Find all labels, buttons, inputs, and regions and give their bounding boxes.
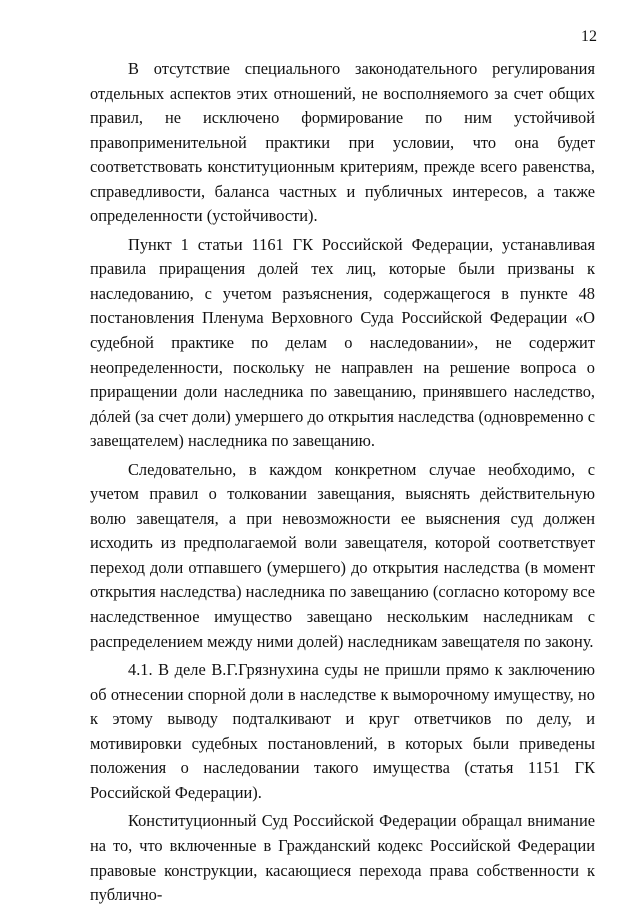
paragraph-1: В отсутствие специального законодательного регулирования отдельных аспектов этих отношений, не восполняемого за счет общих правил, не исключено формирование по ним устойчивой правоприменительной практики при условии, что она будет соответствовать конституционным критериям, прежде всего равенства, справедливости, баланса частных и публичных интересов, а также определенности (устойчивости). [90,59,595,226]
paragraph-2: Пункт 1 статьи 1161 ГК Российской Федерации, устанавливая правила приращения долей тех лиц, которые были призваны к наследованию, с учетом разъяснения, содержащегося в пункте 48 постановления Пленума Верховного Суда Российской Федерации «О судебной практике по делам о наследовании», не содержит неопределенности, поскольку не направлен на решение вопроса о приращении доли наследника по завещанию, принявшего наследство, дóлей (за счет доли) умершего до открытия наследства (одновременно с завещателем) наследника по завещанию. [90,234,595,451]
document-body [90,57,595,908]
paragraph-5: Конституционный Суд Российской Федерации обращал внимание на то, что включенные в Гражданский кодекс Российской Федерации правовые конструкции, касающиеся перехода права собственности к публично- [90,811,595,905]
page-number: 12 [581,28,597,45]
paragraph-3: Следовательно, в каждом конкретном случае необходимо, с учетом правил о толковании завещания, выяснять действительную волю завещателя, а при невозможности ее выяснения суд должен исходить из предполагаемой воли завещателя, которой соответствует переход доли отпавшего (умершего) до открытия наследства (в момент открытия наследства) наследника по завещанию (согласно которому все наследственное имущество завещано нескольким наследникам с распределением между ними долей) наследникам завещателя по закону. [90,459,595,651]
paragraph-4: 4.1. В деле В.Г.Грязнухина суды не пришли прямо к заключению об отнесении спорной доли в наследстве к выморочному имуществу, но к этому выводу подталкивают и круг ответчиков по делу, и мотивировки судебных постановлений, в которых были приведены положения о наследовании такого имущества (статья 1151 ГК Российской Федерации). [90,660,595,802]
